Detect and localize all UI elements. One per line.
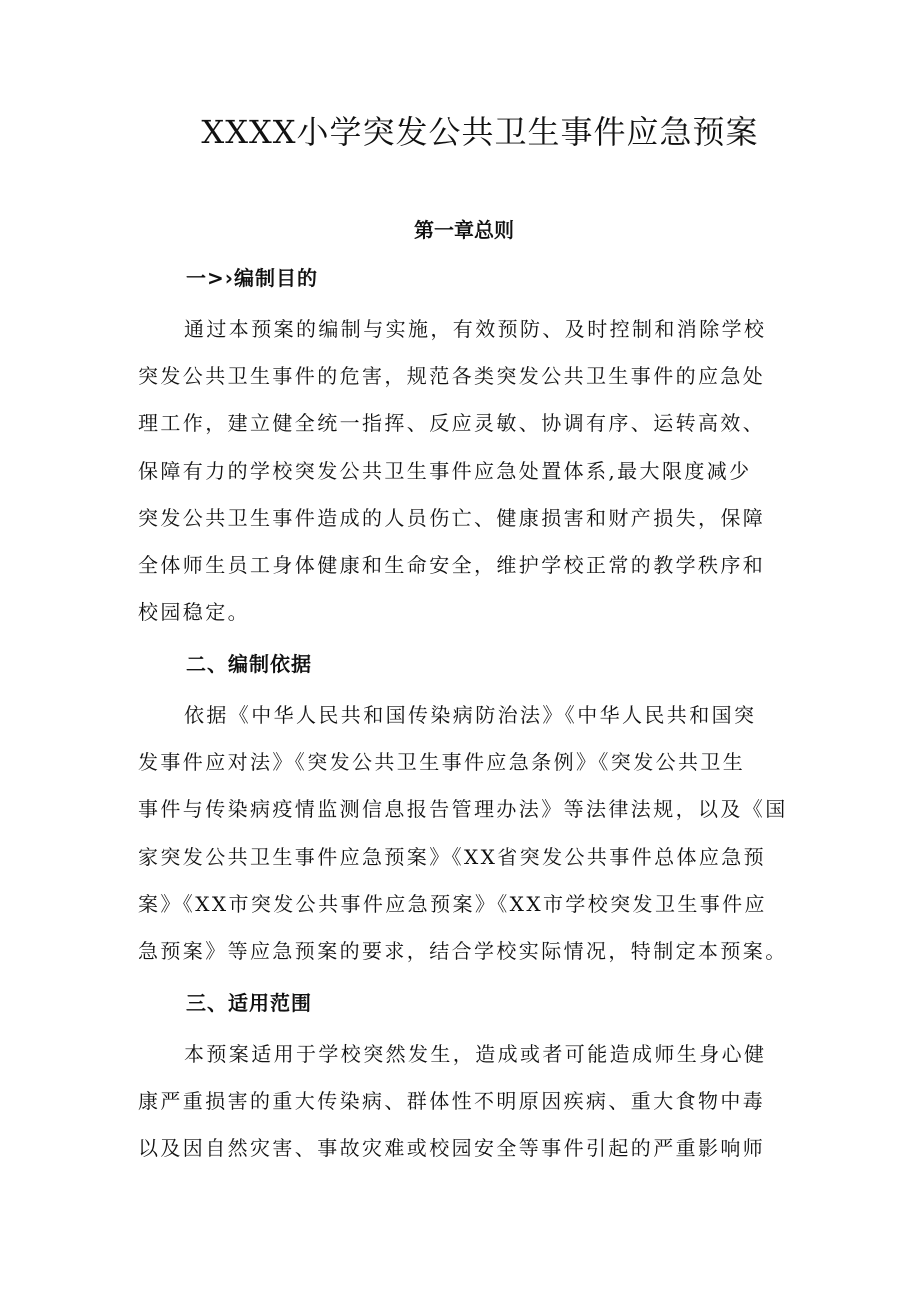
section-heading-basis: 二、编制依据 (186, 652, 312, 676)
section-paragraph-purpose (138, 306, 798, 636)
section-heading-purpose: 一>›编制目的 (186, 266, 318, 290)
chapter-heading: 第一章总则 (414, 218, 514, 242)
paragraph-line: 依据《中华人民共和国传染病防治法》《中华人民共和国突 (184, 703, 757, 727)
section-paragraph-basis (138, 692, 798, 975)
paragraph-line: 案》《XX市突发公共事件应急预案》《XX市学校突发卫生事件应 (138, 891, 767, 916)
paragraph-line: 以及因自然灾害、事故灾难或校园安全等事件引起的严重影响师 (138, 1136, 766, 1161)
section-paragraph-scope (138, 1031, 798, 1173)
paragraph-line: 校园稳定。 (138, 600, 250, 625)
paragraph-line: 本预案适用于学校突然发生，造成或者可能造成师生身心健 (184, 1042, 767, 1066)
paragraph-line: 保障有力的学校突发公共卫生事件应急处置体系,最大限度减少 (138, 458, 752, 483)
section-heading-scope: 三、适用范围 (186, 991, 312, 1015)
paragraph-line: 理工作，建立健全统一指挥、反应灵敏、协调有序、运转高效、 (138, 411, 766, 436)
paragraph-line: 突发公共卫生事件造成的人员伤亡、健康损害和财产损失，保障 (138, 505, 766, 530)
paragraph-line: 通过本预案的编制与实施，有效预防、及时控制和消除学校 (184, 317, 767, 341)
paragraph-line: 事件与传染病疫情监测信息报告管理办法》等法律法规，以及《国 (138, 797, 788, 822)
paragraph-line: 急预案》等应急预案的要求，结合学校实际情况，特制定本预案。 (138, 939, 788, 964)
paragraph-line: 康严重损害的重大传染病、群体性不明原因疾病、重大食物中毒 (138, 1089, 766, 1114)
document-title: XXXX小学突发公共卫生事件应急预案 (201, 113, 759, 151)
paragraph-line: 发事件应对法》《突发公共卫生事件应急条例》《突发公共卫生 (138, 750, 746, 775)
paragraph-line: 家突发公共卫生事件应急预案》《XX省突发公共事件总体应急预 (138, 844, 767, 869)
paragraph-line: 全体师生员工身体健康和生命安全，维护学校正常的教学秩序和 (138, 553, 766, 578)
paragraph-line: 突发公共卫生事件的危害，规范各类突发公共卫生事件的应急处 (138, 364, 766, 389)
